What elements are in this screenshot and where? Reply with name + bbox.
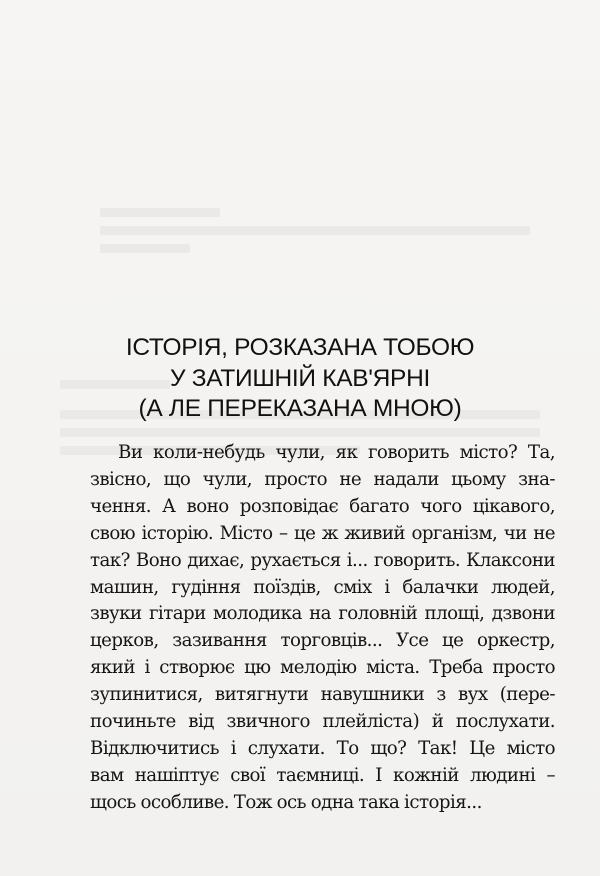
show-through-mark [100, 226, 530, 235]
show-through-mark [100, 208, 220, 217]
chapter-heading [40, 333, 560, 425]
body-line: Відключитись і слухати. То що? Так! Це місто [90, 737, 555, 759]
chapter-heading-line: У ЗАТИШНІЙ КАВ'ЯРНІ [169, 364, 430, 392]
chapter-heading-line: (А ЛЕ ПЕРЕКАЗАНА МНОЮ) [138, 395, 462, 422]
body-line: так? Воно дихає, рухається і... говорить. Клаксони [90, 549, 555, 571]
body-line: Ви коли-небудь чули, як говорить місто? Та, [118, 442, 555, 463]
body-line: свою історію. Місто – це ж живий організм, чи не [90, 522, 555, 544]
show-through-mark [60, 428, 540, 437]
body-paragraph [90, 440, 555, 817]
body-line: машин, гудіння поїздів, сміх і балачки людей, [90, 576, 555, 598]
body-line: зупинитися, витягнути навушники з вух (пере- [90, 684, 555, 706]
body-line: починьте від звичного плейліста) й послухати. [90, 711, 555, 733]
body-line: церков, зазивання торговців... Усе це оркестр, [90, 630, 555, 652]
chapter-heading-line: ІСТОРІЯ, РОЗКАЗАНА ТОБОЮ [125, 334, 475, 361]
show-through-mark [100, 244, 190, 253]
body-line: звуки гітари молодика на головній площі, дзвони [90, 603, 555, 625]
body-line: чення. А воно розповідає багато чого цікавого, [90, 495, 555, 517]
body-line: вам нашіптує свої таємниці. І кожній людині – [90, 764, 555, 786]
body-line: звісно, що чули, просто не надали цьому зна- [90, 468, 555, 490]
body-line: який і створює цю мелодію міста. Треба просто [90, 657, 555, 679]
body-line: щось особливе. Тож ось одна така історія... [90, 791, 482, 813]
